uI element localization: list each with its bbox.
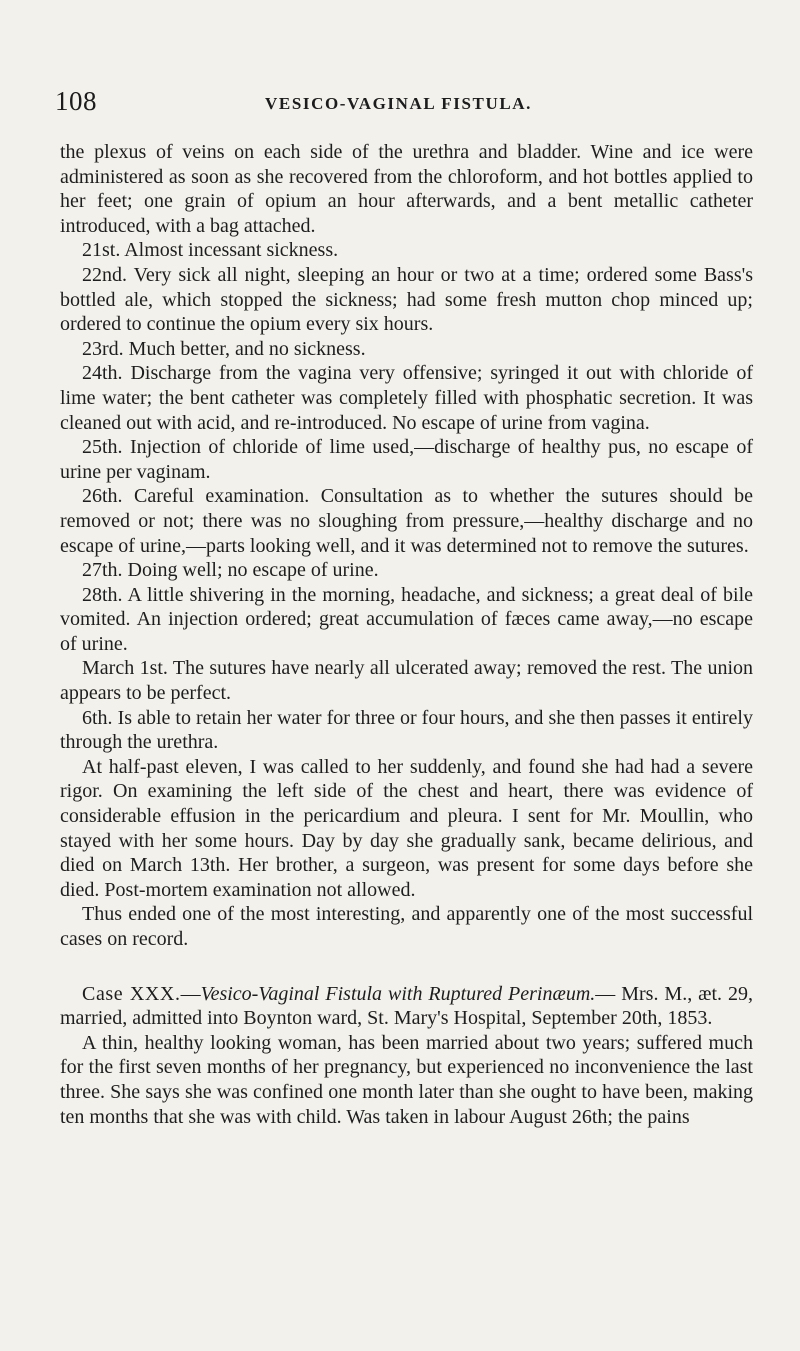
paragraph-6th: 6th. Is able to retain her water for three or four hours, and she then passes it entirely through the urethra. [60,706,753,754]
case-label: Case XXX. [82,982,181,1005]
paragraph-continuation: the plexus of veins on each side of the urethra and bladder. Wine and ice were administered as soon as she recovered from the chloroform, and hot bottles applied to her feet; one grain of opium an hour afterwards, and a bent metallic catheter introduced, with a bag attached. [60,141,753,237]
case-title: Vesico-Vaginal Fistula with Ruptured Perinæum. [200,982,596,1005]
paragraph-28th: 28th. A little shivering in the morning, headache, and sickness; a great deal of bile vomited. An injection ordered; great accumulation of fæces came away,—no escape of urine. [60,583,753,655]
running-head: VESICO-VAGINAL FISTULA. [265,94,532,113]
paragraph-march-1st: March 1st. The sutures have nearly all ulcerated away; removed the rest. The union appears to be perfect. [60,657,753,705]
paragraph-23rd: 23rd. Much better, and no sickness. [82,337,366,360]
case-paragraph: A thin, healthy looking woman, has been married about two years; suffered much for the first seven months of her pregnancy, but experienced no inconvenience the last three. She says she was confined one month later than she ought to have been, making ten months that she was with child. Was taken in labour August 26th; the pains [60,1031,753,1128]
paragraph-24th: 24th. Discharge from the vagina very offensive; syringed it out with chloride of lime water; the bent catheter was completely filled with phosphatic secretion. It was cleaned out with acid, and re-introduced. No escape of urine from vagina. [60,362,753,434]
paragraph-21st: 21st. Almost incessant sickness. [82,239,339,262]
paragraph-27th: 27th. Doing well; no escape of urine. [82,559,379,582]
case-heading-paragraph [60,982,753,1031]
case-dash: — [180,982,201,1005]
page-header [55,86,755,126]
paragraph-26th: 26th. Careful examination. Consultation as to whether the sutures should be removed or not; there was no sloughing from pressure,—healthy discharge and no escape of urine,—parts looking well, and it was determined not to remove the sutures. [60,485,753,557]
page-number: 108 [55,86,97,116]
paragraph-rigor: At half-past eleven, I was called to her suddenly, and found she had had a severe rigor. On examining the left side of the chest and heart, there was evidence of considerable effusion in the pericardium and pleura. I sent for Mr. Moullin, who stayed with her some hours. Day by day she gradually sank, became delirious, and died on March 13th. Her brother, a surgeon, was present for some days before she died. Post-mortem examination not allowed. [60,755,753,901]
paragraph-conclusion: Thus ended one of the most interesting, and apparently one of the most successful cases on record. [60,903,753,950]
body-text [60,140,753,1129]
case-intro: — Mrs. M., æt. 29, married, admitted into Boynton ward, St. Mary's Hospital, September 20th, 1853. [60,982,753,1030]
paragraph-22nd: 22nd. Very sick all night, sleeping an hour or two at a time; ordered some Bass's bottled ale, which stopped the sickness; had some fresh mutton chop minced up; ordered to continue the opium every six hours. [60,263,753,336]
paragraph-25th: 25th. Injection of chloride of lime used,—discharge of healthy pus, no escape of urine per vaginam. [60,436,753,483]
